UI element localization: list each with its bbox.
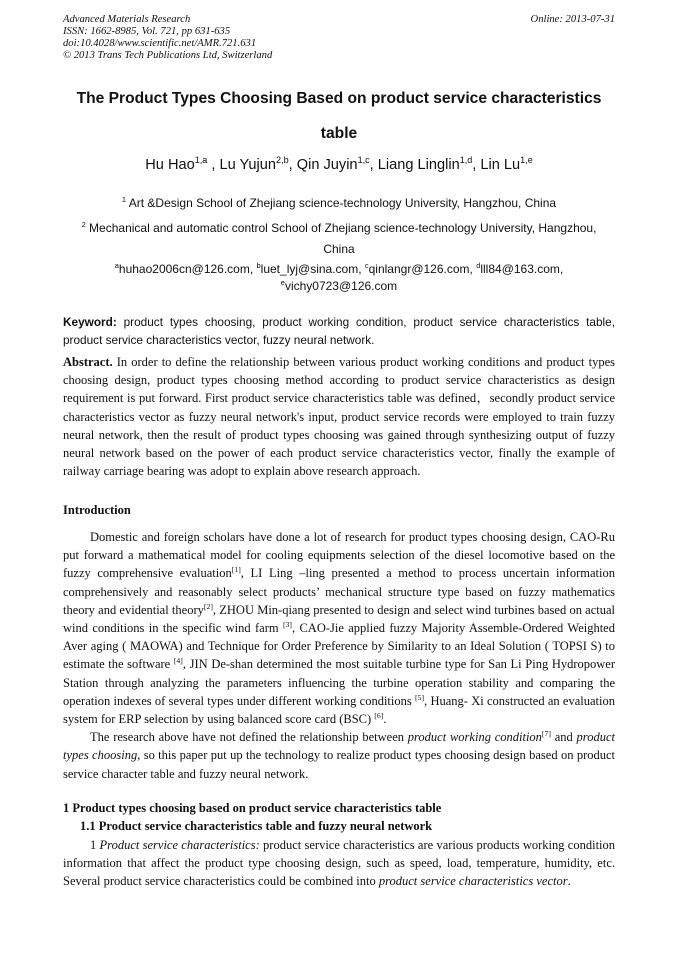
emphasis-text: product types choosing bbox=[63, 730, 615, 763]
citation-ref[interactable]: [4] bbox=[173, 656, 183, 666]
email-sup: c bbox=[364, 261, 369, 270]
text-run: product service characteristics are various products working condition information that affect the product type choosing design, such as speed, load, temperature, humidity, etc. Several product service characteristics could be combined into bbox=[63, 838, 616, 889]
online-date: Online: 2013-07-31 bbox=[530, 14, 615, 25]
author-list bbox=[40, 157, 638, 173]
author-affil-sup: 1,c bbox=[357, 155, 370, 166]
journal-name: Advanced Materials Research bbox=[63, 14, 191, 25]
paper-title-line-2: table bbox=[320, 125, 358, 142]
citation-ref[interactable]: [5] bbox=[415, 692, 425, 702]
author-sep: , bbox=[288, 157, 297, 173]
keyword-label: Keyword: bbox=[63, 315, 117, 329]
abstract-label: Abstract. bbox=[63, 355, 113, 369]
copyright-line: © 2013 Trans Tech Publications Ltd, Switzerland bbox=[63, 50, 273, 61]
email-sup: b bbox=[256, 261, 261, 270]
text-run: The research above have not defined the relationship between bbox=[90, 730, 408, 745]
affiliation-sup: 1 bbox=[121, 195, 127, 204]
author-name: Lu Yujun bbox=[219, 157, 277, 173]
citation-ref[interactable]: [7] bbox=[541, 729, 551, 739]
citation-ref[interactable]: [3] bbox=[282, 619, 292, 629]
author-name: Qin Juyin bbox=[296, 157, 358, 173]
emphasis-text: Product service characteristics: bbox=[99, 838, 260, 852]
citation-ref[interactable]: [2] bbox=[203, 601, 213, 611]
email-sup: d bbox=[476, 261, 481, 270]
email-address: huhao2006cn@126.com, bbox=[118, 262, 257, 276]
introduction-body bbox=[63, 528, 615, 783]
affiliation-1 bbox=[66, 193, 612, 214]
text-run: and bbox=[550, 730, 577, 745]
emphasis-text: product service characteristics vector bbox=[378, 874, 568, 889]
email-address: lll84@163.com, bbox=[480, 262, 564, 276]
section-1-1-heading: 1.1 Product service characteristics table and fuzzy neural network bbox=[80, 819, 433, 833]
citation-ref[interactable]: [1] bbox=[231, 565, 241, 575]
affiliation-text: Art &Design School of Zhejiang science-technology University, Hangzhou, China bbox=[128, 196, 557, 210]
text-run: . bbox=[383, 712, 387, 727]
text-run: , Huang- Xi constructed an evaluation system for ERP selection by using balanced score card (BSC) bbox=[63, 693, 615, 727]
author-affil-sup: 1,e bbox=[520, 155, 533, 166]
affiliation-text: Mechanical and automatic control School of Zhejiang science-technology University, Hangzhou, China bbox=[89, 221, 597, 256]
affiliation-sup: 2 bbox=[81, 220, 86, 229]
author-name: Liang Linglin bbox=[377, 157, 460, 173]
emphasis-text: product working condition bbox=[407, 730, 542, 745]
email-sup: a bbox=[114, 261, 119, 270]
author-affil-sup: 2,b bbox=[276, 155, 289, 166]
email-sup: e bbox=[280, 278, 285, 287]
affiliation-2 bbox=[66, 218, 612, 260]
abstract-text: In order to define the relationship between various product working conditions and product types choosing design, product types choosing method according to product service characteristics as design requirement is put forward. First product service characteristics table was defined，secondly product service characteristics vector as fuzzy neural network's input, product service records were employed to train fuzzy neural network, then the result of product types choosing was gained through synthesizing output of fuzzy neural network based on the power of each product service characteristics vector, finally the example of railway carriage bearing was adopt to explain above research approach. bbox=[63, 355, 615, 479]
email-address: qinlangr@126.com, bbox=[368, 262, 477, 276]
citation-ref[interactable]: [6] bbox=[374, 710, 384, 720]
email-address: luet_lyj@sina.com, bbox=[260, 262, 365, 276]
text-run: , ZHOU Min-qiang presented to design and select wind turbines based on actual wind conditions in the specific wind farm bbox=[63, 602, 615, 636]
intro-paragraph-1 bbox=[63, 528, 615, 728]
keywords bbox=[63, 313, 615, 349]
section-1-heading: 1 Product types choosing based on product service characteristics table bbox=[63, 801, 442, 815]
section-1-1-paragraph bbox=[63, 836, 615, 891]
text-run: , so this paper put up the technology to realize product types choosing design based on product service character table and fuzzy neural network. bbox=[63, 748, 615, 781]
author-name: Lin Lu bbox=[480, 157, 521, 173]
paper-title-line-1: The Product Types Choosing Based on product service characteristics bbox=[76, 90, 602, 107]
email-list bbox=[66, 261, 612, 295]
author-sep: , bbox=[369, 157, 378, 173]
doi-line: doi:10.4028/www.scientific.net/AMR.721.631 bbox=[63, 38, 257, 49]
abstract bbox=[63, 353, 615, 480]
author-sep: , bbox=[207, 157, 220, 173]
author-affil-sup: 1,d bbox=[459, 155, 473, 166]
text-run: , CAO-Jie applied fuzzy Majority Assemble-Ordered Weighted Aver aging ( MAOWA) and Technique for Order Preference by Similarity to an Ideal Solution ( TOPSI S) to estimate the software bbox=[63, 621, 615, 672]
text-run: 1 bbox=[90, 838, 100, 852]
journal-header bbox=[63, 14, 615, 62]
keyword-text: product types choosing, product working condition, product service characteristics table, product service characteristics vector, fuzzy neural network. bbox=[63, 315, 615, 347]
author-name: Hu Hao bbox=[145, 157, 195, 173]
introduction-heading: Introduction bbox=[63, 503, 131, 517]
author-sep: , bbox=[472, 157, 481, 173]
author-affil-sup: 1,a bbox=[194, 155, 208, 166]
text-run: , JIN De-shan determined the most suitable turbine type for San Li Ping Hydropower Station through analyzing the parameters influencing the turbine operation stability and comparing the operation indexes of several types under different working conditions bbox=[63, 657, 615, 708]
text-run: . bbox=[567, 874, 571, 889]
text-run: Domestic and foreign scholars have done a lot of research for product types choosing design, CAO-Ru put forward a mathematical model for cooling equipments selection of the diesel locomotive based on the fuzzy comprehensive evaluation bbox=[63, 530, 615, 581]
email-address: vichy0723@126.com bbox=[284, 279, 398, 293]
text-run: , LI Ling –ling presented a method to process uncertain information comprehensively and reasonably select products’ mechanical structure type based on fuzzy mathematics theory and evidential theory bbox=[63, 566, 615, 617]
issn-line: ISSN: 1662-8985, Vol. 721, pp 631-635 bbox=[63, 26, 231, 37]
intro-paragraph-2 bbox=[63, 728, 615, 783]
section-1-1-body bbox=[63, 836, 615, 891]
